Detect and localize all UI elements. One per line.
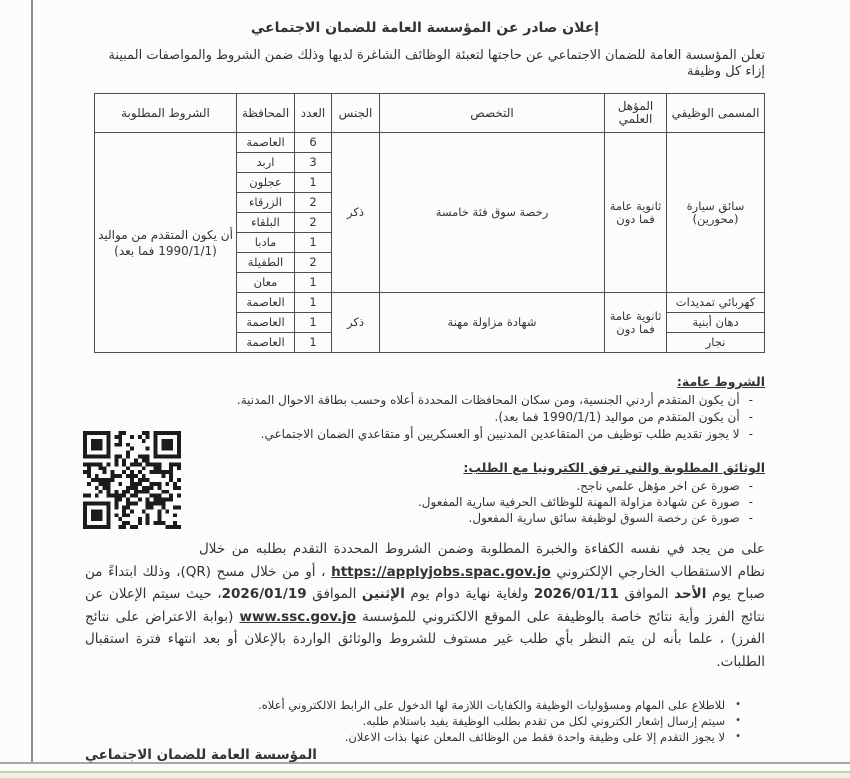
governorate-cell: العاصمة bbox=[237, 333, 295, 353]
governorate-cell: الزرقاء bbox=[237, 193, 295, 213]
job-title-cell: سائق سيارة (محورين) bbox=[667, 133, 765, 293]
apply-text: ، أو من خلال مسح (QR)، وذلك ابتداءً من صباح يوم bbox=[85, 563, 765, 602]
list-item bbox=[85, 729, 741, 745]
count-cell: 1 bbox=[295, 233, 332, 253]
governorate-cell: العاصمة bbox=[237, 133, 295, 153]
bullet-marker: • bbox=[735, 715, 741, 726]
issuer-signature: المؤسسة العامة للضمان الاجتماعي bbox=[85, 747, 317, 763]
required-conditions-cell: أن يكون المتقدم من مواليد (1990/1/1 فما بعد) bbox=[95, 133, 237, 353]
count-cell: 6 bbox=[295, 133, 332, 153]
document-text: صورة عن اخر مؤهل علمي ناجح. bbox=[576, 479, 740, 493]
gender-cell: ذكر bbox=[332, 133, 380, 293]
apply-text: الموافق bbox=[306, 586, 362, 602]
header-count: العدد bbox=[295, 94, 332, 133]
note-text: لا يجوز التقدم إلا على وظيفة واحدة فقط من الوظائف المعلن عنها بذات الاعلان. bbox=[344, 730, 726, 744]
governorate-cell: عجلون bbox=[237, 173, 295, 193]
header-required-conditions: الشروط المطلوبة bbox=[95, 94, 237, 133]
qr-clearance-spacer bbox=[85, 538, 199, 552]
qualification-cell: ثانوية عامة فما دون bbox=[605, 133, 667, 293]
list-item bbox=[85, 494, 753, 510]
ssc-website-link[interactable]: www.ssc.gov.jo bbox=[239, 608, 357, 625]
count-cell: 2 bbox=[295, 213, 332, 233]
job-title-cell: كهربائي تمديدات bbox=[667, 293, 765, 313]
count-cell: 2 bbox=[295, 253, 332, 273]
gender-cell: ذكر bbox=[332, 293, 380, 353]
specialization-cell: رخصة سوق فئة خامسة bbox=[380, 133, 605, 293]
list-item bbox=[85, 392, 753, 409]
governorate-cell: العاصمة bbox=[237, 313, 295, 333]
count-cell: 1 bbox=[295, 173, 332, 193]
governorate-cell: البلقاء bbox=[237, 213, 295, 233]
header-governorate: المحافظة bbox=[237, 94, 295, 133]
header-specialization: التخصص bbox=[380, 94, 605, 133]
note-text: سيتم إرسال إشعار الكتروني لكل من تقدم بطلب الوظيفة يفيد باستلام طلبه. bbox=[362, 714, 726, 728]
header-qualification: المؤهل العلمي bbox=[605, 94, 667, 133]
table-row bbox=[95, 133, 765, 153]
governorate-cell: اربد bbox=[237, 153, 295, 173]
documents-list bbox=[85, 478, 765, 526]
count-cell: 1 bbox=[295, 273, 332, 293]
apply-text: على من يجد في نفسه الكفاءة والخبرة المطلوبة وضمن الشروط المحددة التقدم بطلبه من خلال نظام الاستقطاب الخارجي الإلكتروني bbox=[199, 541, 765, 580]
document-text: صورة عن رخصة السوق لوظيفة سائق سارية المفعول. bbox=[468, 511, 740, 525]
applyjobs-link[interactable]: https://applyjobs.spac.gov.jo bbox=[331, 563, 551, 580]
header-job-title: المسمى الوظيفي bbox=[667, 94, 765, 133]
vacancies-table bbox=[94, 93, 765, 353]
count-cell: 3 bbox=[295, 153, 332, 173]
list-item bbox=[85, 426, 753, 443]
general-conditions-heading: الشروط عامة: bbox=[676, 374, 765, 389]
start-day: الأحد bbox=[674, 586, 707, 602]
count-cell: 1 bbox=[295, 313, 332, 333]
dash-marker: - bbox=[748, 495, 753, 509]
condition-text: أن يكون المتقدم من مواليد (1990/1/1 فما بعد). bbox=[494, 410, 740, 424]
general-conditions-list bbox=[85, 392, 765, 443]
apply-text: الموافق bbox=[618, 586, 675, 602]
bullet-marker: • bbox=[735, 699, 741, 710]
document-body bbox=[85, 0, 765, 764]
condition-text: أن يكون المتقدم أردني الجنسية، ومن سكان المحافظات المحددة أعلاه وحسب بطاقة الاحوال المدنية. bbox=[236, 393, 740, 407]
dash-marker: - bbox=[748, 479, 753, 493]
announcement-title: إعلان صادر عن المؤسسة العامة للضمان الاجتماعي bbox=[250, 20, 600, 36]
scan-bottom-tint-strip bbox=[0, 773, 850, 778]
count-cell: 1 bbox=[295, 333, 332, 353]
scan-left-border-line bbox=[31, 0, 33, 763]
apply-text: ولغاية نهاية دوام يوم bbox=[404, 586, 534, 602]
condition-text: لا يجوز تقديم طلب توظيف من المتقاعدين المدنيين أو العسكريين أو متقاعدي الضمان الاجتماعي. bbox=[260, 427, 740, 441]
note-text: للاطلاع على المهام ومسؤوليات الوظيفة والكفايات اللازمة لها الدخول على الرابط الالكتروني أعلاه. bbox=[258, 698, 726, 712]
list-item bbox=[85, 409, 753, 426]
notes-list bbox=[85, 697, 765, 745]
governorate-cell: الطفيلة bbox=[237, 253, 295, 273]
qualification-cell: ثانوية عامة فما دون bbox=[605, 293, 667, 353]
document-text: صورة عن شهادة مزاولة المهنة للوظائف الحرفية سارية المفعول. bbox=[417, 495, 740, 509]
list-item bbox=[85, 697, 741, 713]
count-cell: 2 bbox=[295, 193, 332, 213]
dash-marker: - bbox=[748, 511, 753, 525]
intro-paragraph: تعلن المؤسسة العامة للضمان الاجتماعي عن حاجتها لتعبئة الوظائف الشاغرة لديها وذلك ضمن الشروط والمواصفات المبينة إزاء كل وظيفة bbox=[108, 48, 765, 79]
header-gender: الجنس bbox=[332, 94, 380, 133]
list-item bbox=[85, 478, 753, 494]
end-date: 2026/01/19 bbox=[221, 586, 307, 602]
dash-marker: - bbox=[748, 427, 753, 441]
dash-marker: - bbox=[748, 393, 753, 407]
apply-paragraph bbox=[85, 538, 765, 673]
table-header-row bbox=[95, 94, 765, 133]
count-cell: 1 bbox=[295, 293, 332, 313]
list-item bbox=[85, 713, 741, 729]
governorate-cell: العاصمة bbox=[237, 293, 295, 313]
documents-heading: الوثائق المطلوبة والتي ترفق الكترونيا مع الطلب: bbox=[463, 460, 765, 475]
apply-text: (بوابة الاعتراض على نتائج الفرز) ، علما بأنه لن يتم النظر بأي طلب غير مستوف للشروط والوثائق الواردة بالإعلان أو بعد انتهاء فترة استقبال الطلبات. bbox=[85, 608, 765, 670]
job-title-cell: نجار bbox=[667, 333, 765, 353]
bullet-marker: • bbox=[735, 731, 741, 742]
specialization-cell: شهادة مزاولة مهنة bbox=[380, 293, 605, 353]
governorate-cell: معان bbox=[237, 273, 295, 293]
apply-text: ، حيث سيتم الإعلان عن نتائج الفرز وأية نتائج خاصة بالوظيفة على الموقع الالكتروني للمؤسسة bbox=[85, 586, 765, 625]
governorate-cell: مادبا bbox=[237, 233, 295, 253]
list-item bbox=[85, 510, 753, 526]
end-day: الإثنين bbox=[361, 586, 405, 602]
job-title-cell: دهان أبنية bbox=[667, 313, 765, 333]
start-date: 2026/01/11 bbox=[533, 586, 619, 602]
dash-marker: - bbox=[748, 410, 753, 424]
